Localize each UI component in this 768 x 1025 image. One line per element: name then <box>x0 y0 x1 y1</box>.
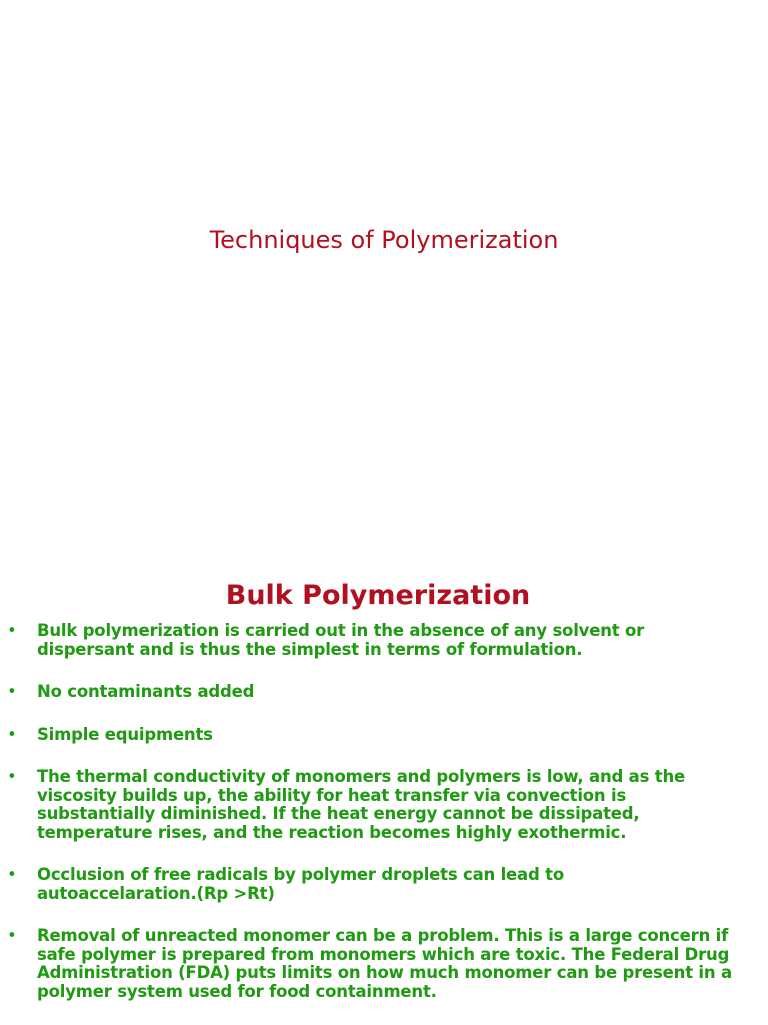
bullet-text: Bulk polymerization is carried out in the absence of any solvent or dispersant and is thus the simplest in terms of formulation. <box>37 621 645 659</box>
bullet-icon: • <box>7 926 17 945</box>
bullet-item <box>0 768 768 842</box>
bullet-icon: • <box>7 621 17 640</box>
bullet-icon: • <box>7 724 17 744</box>
bullet-item <box>0 927 768 1001</box>
section-heading: Bulk Polymerization <box>225 580 531 611</box>
bullet-icon: • <box>7 682 17 701</box>
bullet-text: Simple equipments <box>37 724 213 744</box>
slide-title: Techniques of Polymerization <box>209 226 559 254</box>
bullet-text: Occlusion of free radicals by polymer droplets can lead to autoaccelaration.(Rp >Rt) <box>37 865 564 903</box>
bullet-item <box>0 866 768 903</box>
bullet-text: The thermal conductivity of monomers and polymers is low, and as the viscosity builds up, the ability for heat transfer via convection is substantially diminished. If the heat energy cannot be dissipated, temperature rises, and the reaction becomes highly exothermic. <box>37 767 685 842</box>
bullet-text: No contaminants added <box>37 682 255 701</box>
bullet-item <box>0 726 768 745</box>
bullet-list <box>0 622 768 1025</box>
bullet-item <box>0 622 768 659</box>
bullet-item <box>0 683 768 702</box>
bullet-icon: • <box>7 865 17 884</box>
bullet-text: Removal of unreacted monomer can be a problem. This is a large concern if safe polymer is prepared from monomers which are toxic. The Federal Drug Administration (FDA) puts limits on how much monomer can be present in a polymer system used for food containment. <box>37 926 732 1001</box>
bullet-icon: • <box>7 767 17 786</box>
